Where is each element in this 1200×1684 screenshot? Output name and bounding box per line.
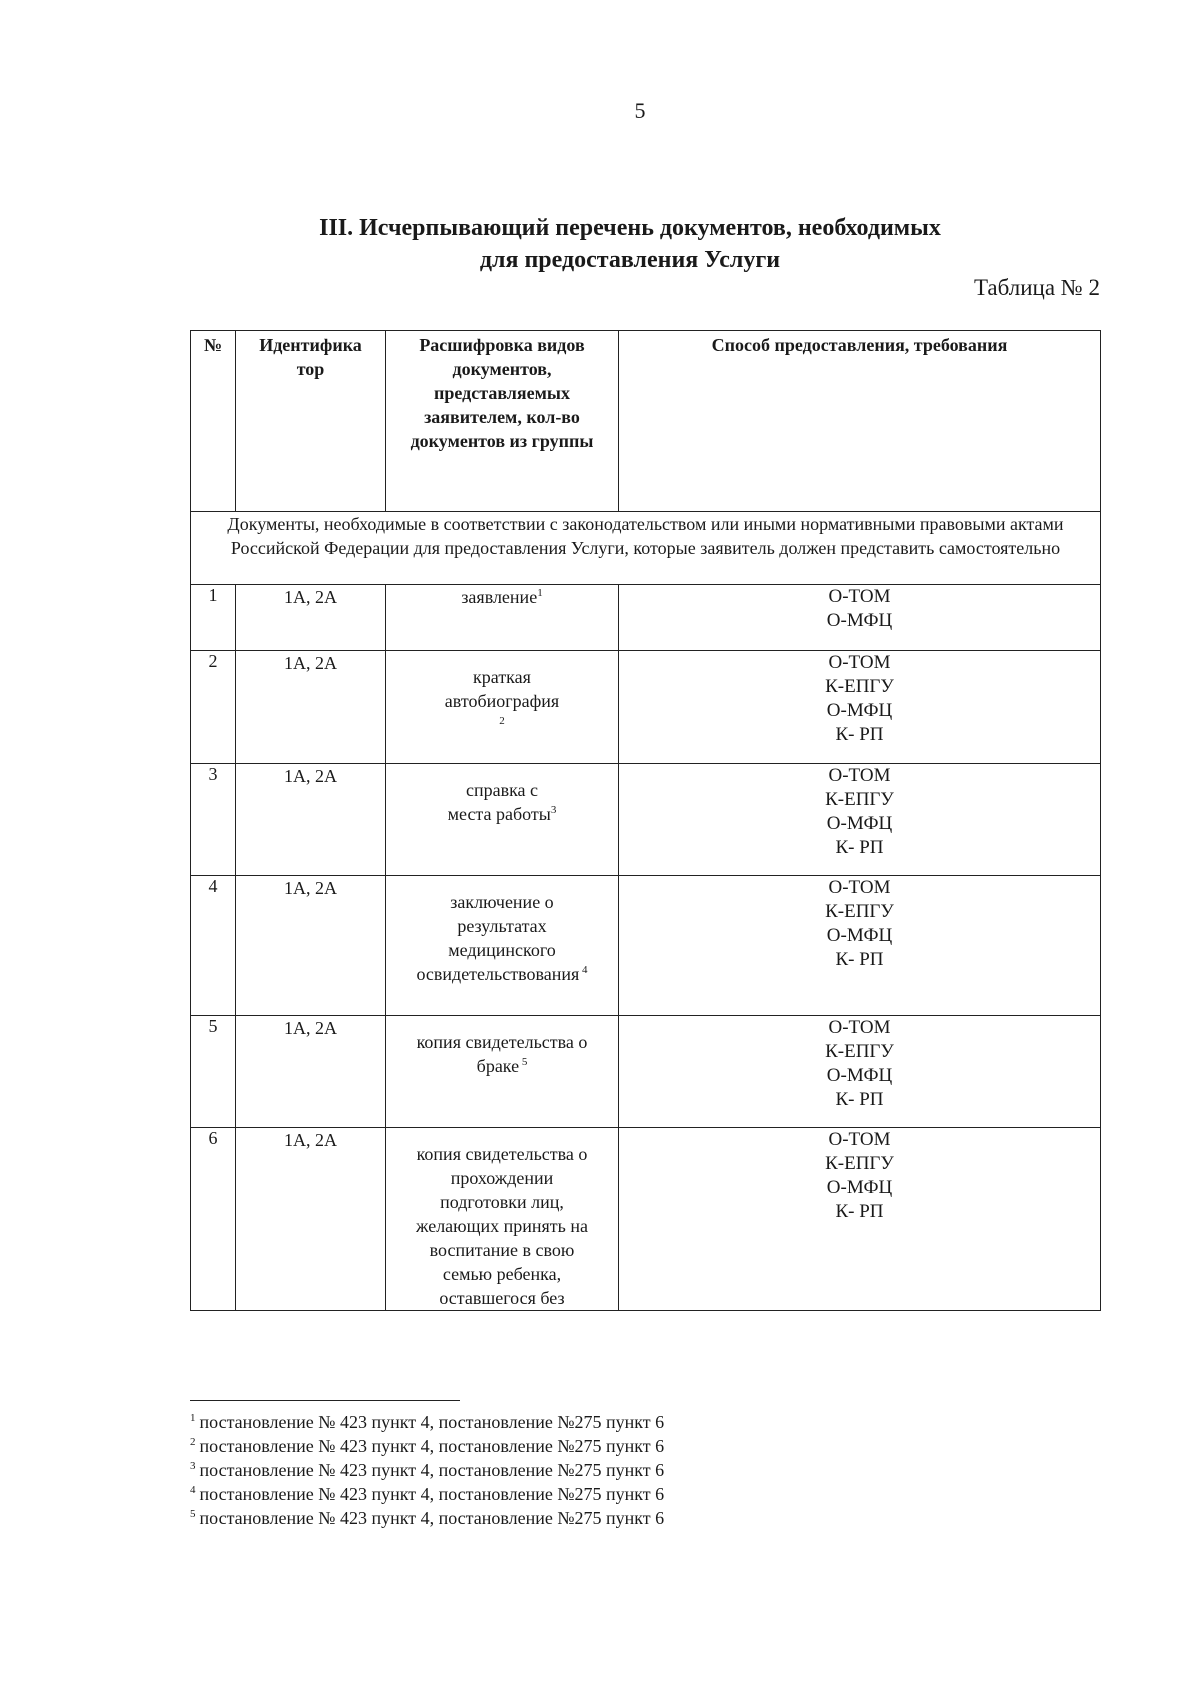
row-description: заявление	[461, 587, 538, 607]
footnote-mark: 5	[190, 1508, 196, 1520]
footnote	[190, 1506, 990, 1530]
method-code: О-ТОМ	[828, 1017, 891, 1038]
method-code: О-МФЦ	[826, 813, 893, 834]
method-code: О-МФЦ	[826, 1177, 893, 1198]
row-description-cell	[386, 1016, 619, 1128]
footnote-ref: 2	[499, 715, 505, 727]
table-row	[191, 764, 1101, 876]
row-description-cell	[386, 876, 619, 1016]
row-description: копия свидетельства о браке	[416, 1032, 588, 1076]
footnote-ref: 5	[519, 1056, 528, 1068]
row-number: 1	[191, 585, 236, 651]
footnote-ref: 4	[579, 964, 588, 976]
row-identifier: 1А, 2А	[236, 1128, 386, 1311]
method-code: К- РП	[835, 949, 884, 970]
method-code: О-ТОМ	[828, 1129, 891, 1150]
row-description: заключение о результатах медицинского освидетельствования	[416, 892, 580, 984]
row-number: 2	[191, 651, 236, 764]
row-methods	[619, 1128, 1101, 1311]
footnote	[190, 1458, 990, 1482]
row-identifier: 1А, 2А	[236, 764, 386, 876]
method-code: К-ЕПГУ	[825, 901, 894, 922]
footnote-ref: 3	[550, 804, 557, 816]
table-row	[191, 1016, 1101, 1128]
method-code: К- РП	[835, 1201, 884, 1222]
table-row	[191, 1128, 1101, 1311]
footnote-text: постановление № 423 пункт 4, постановление №275 пункт 6	[199, 1508, 665, 1528]
page-number: 5	[634, 98, 646, 123]
footnote	[190, 1410, 990, 1434]
row-identifier: 1А, 2А	[236, 1016, 386, 1128]
footnote	[190, 1482, 990, 1506]
method-code: О-ТОМ	[828, 765, 891, 786]
section-title	[180, 212, 1080, 276]
header-method: Способ предоставления, требования	[619, 331, 1101, 512]
method-code: О-МФЦ	[826, 700, 893, 721]
row-description-cell	[386, 1128, 619, 1311]
footnote-mark: 1	[190, 1412, 196, 1424]
row-number: 4	[191, 876, 236, 1016]
footnote-mark: 4	[190, 1484, 196, 1496]
method-code: К- РП	[835, 837, 884, 858]
header-ident: Идентифика тор	[236, 331, 386, 512]
row-methods	[619, 651, 1101, 764]
footnote-divider	[190, 1400, 460, 1401]
method-code: О-МФЦ	[826, 1065, 893, 1086]
documents-table	[190, 330, 1101, 1311]
section-title-line-1: III. Исчерпывающий перечень документов, необходимых	[319, 215, 941, 241]
footnote-text: постановление № 423 пункт 4, постановление №275 пункт 6	[199, 1412, 665, 1432]
row-number: 6	[191, 1128, 236, 1311]
table-label: Таблица № 2	[973, 275, 1100, 300]
method-code: К-ЕПГУ	[825, 676, 894, 697]
row-methods	[619, 876, 1101, 1016]
method-code: О-МФЦ	[826, 925, 893, 946]
method-code: К-ЕПГУ	[825, 1041, 894, 1062]
row-description-cell	[386, 764, 619, 876]
table-row	[191, 651, 1101, 764]
row-description: справка с места работы	[447, 780, 551, 824]
method-code: К-ЕПГУ	[825, 1153, 894, 1174]
footnote-text: постановление № 423 пункт 4, постановление №275 пункт 6	[199, 1460, 665, 1480]
row-number: 5	[191, 1016, 236, 1128]
row-description-cell	[386, 651, 619, 764]
row-identifier: 1А, 2А	[236, 651, 386, 764]
row-methods	[619, 1016, 1101, 1128]
footnote-mark: 2	[190, 1436, 196, 1448]
row-identifier: 1А, 2А	[236, 876, 386, 1016]
table-row	[191, 876, 1101, 1016]
footnote-text: постановление № 423 пункт 4, постановление №275 пункт 6	[199, 1484, 665, 1504]
footnote-text: постановление № 423 пункт 4, постановление №275 пункт 6	[199, 1436, 665, 1456]
row-number: 3	[191, 764, 236, 876]
method-code: К- РП	[835, 1089, 884, 1110]
footnote	[190, 1434, 990, 1458]
method-code: О-ТОМ	[828, 652, 891, 673]
method-code: О-ТОМ	[828, 586, 891, 607]
row-methods	[619, 764, 1101, 876]
table-row	[191, 585, 1101, 651]
footnote-mark: 3	[190, 1460, 196, 1472]
row-description: краткая автобиография	[444, 667, 560, 711]
row-description-cell	[386, 585, 619, 651]
row-description: копия свидетельства о прохождении подготовки лиц, желающих принять на воспитание в свою семью ребенка, оставшегося без	[416, 1144, 588, 1308]
section-heading: Документы, необходимые в соответствии с законодательством или иными нормативными правовыми актами Российской Федерации для предоставления Услуги, которые заявитель должен представить самостоятельно	[191, 512, 1101, 585]
method-code: К-ЕПГУ	[825, 789, 894, 810]
footnote-ref: 1	[537, 587, 543, 599]
method-code: О-МФЦ	[826, 610, 893, 631]
header-num: №	[191, 331, 236, 512]
header-desc: Расшифровка видов документов, представляемых заявителем, кол-во документов из группы	[386, 331, 619, 512]
section-row	[191, 512, 1101, 585]
row-identifier: 1А, 2А	[236, 585, 386, 651]
method-code: К- РП	[835, 724, 884, 745]
footnotes	[190, 1410, 990, 1530]
section-title-line-2: для предоставления Услуги	[479, 247, 781, 273]
table-header-row	[191, 331, 1101, 512]
method-code: О-ТОМ	[828, 877, 891, 898]
row-methods	[619, 585, 1101, 651]
